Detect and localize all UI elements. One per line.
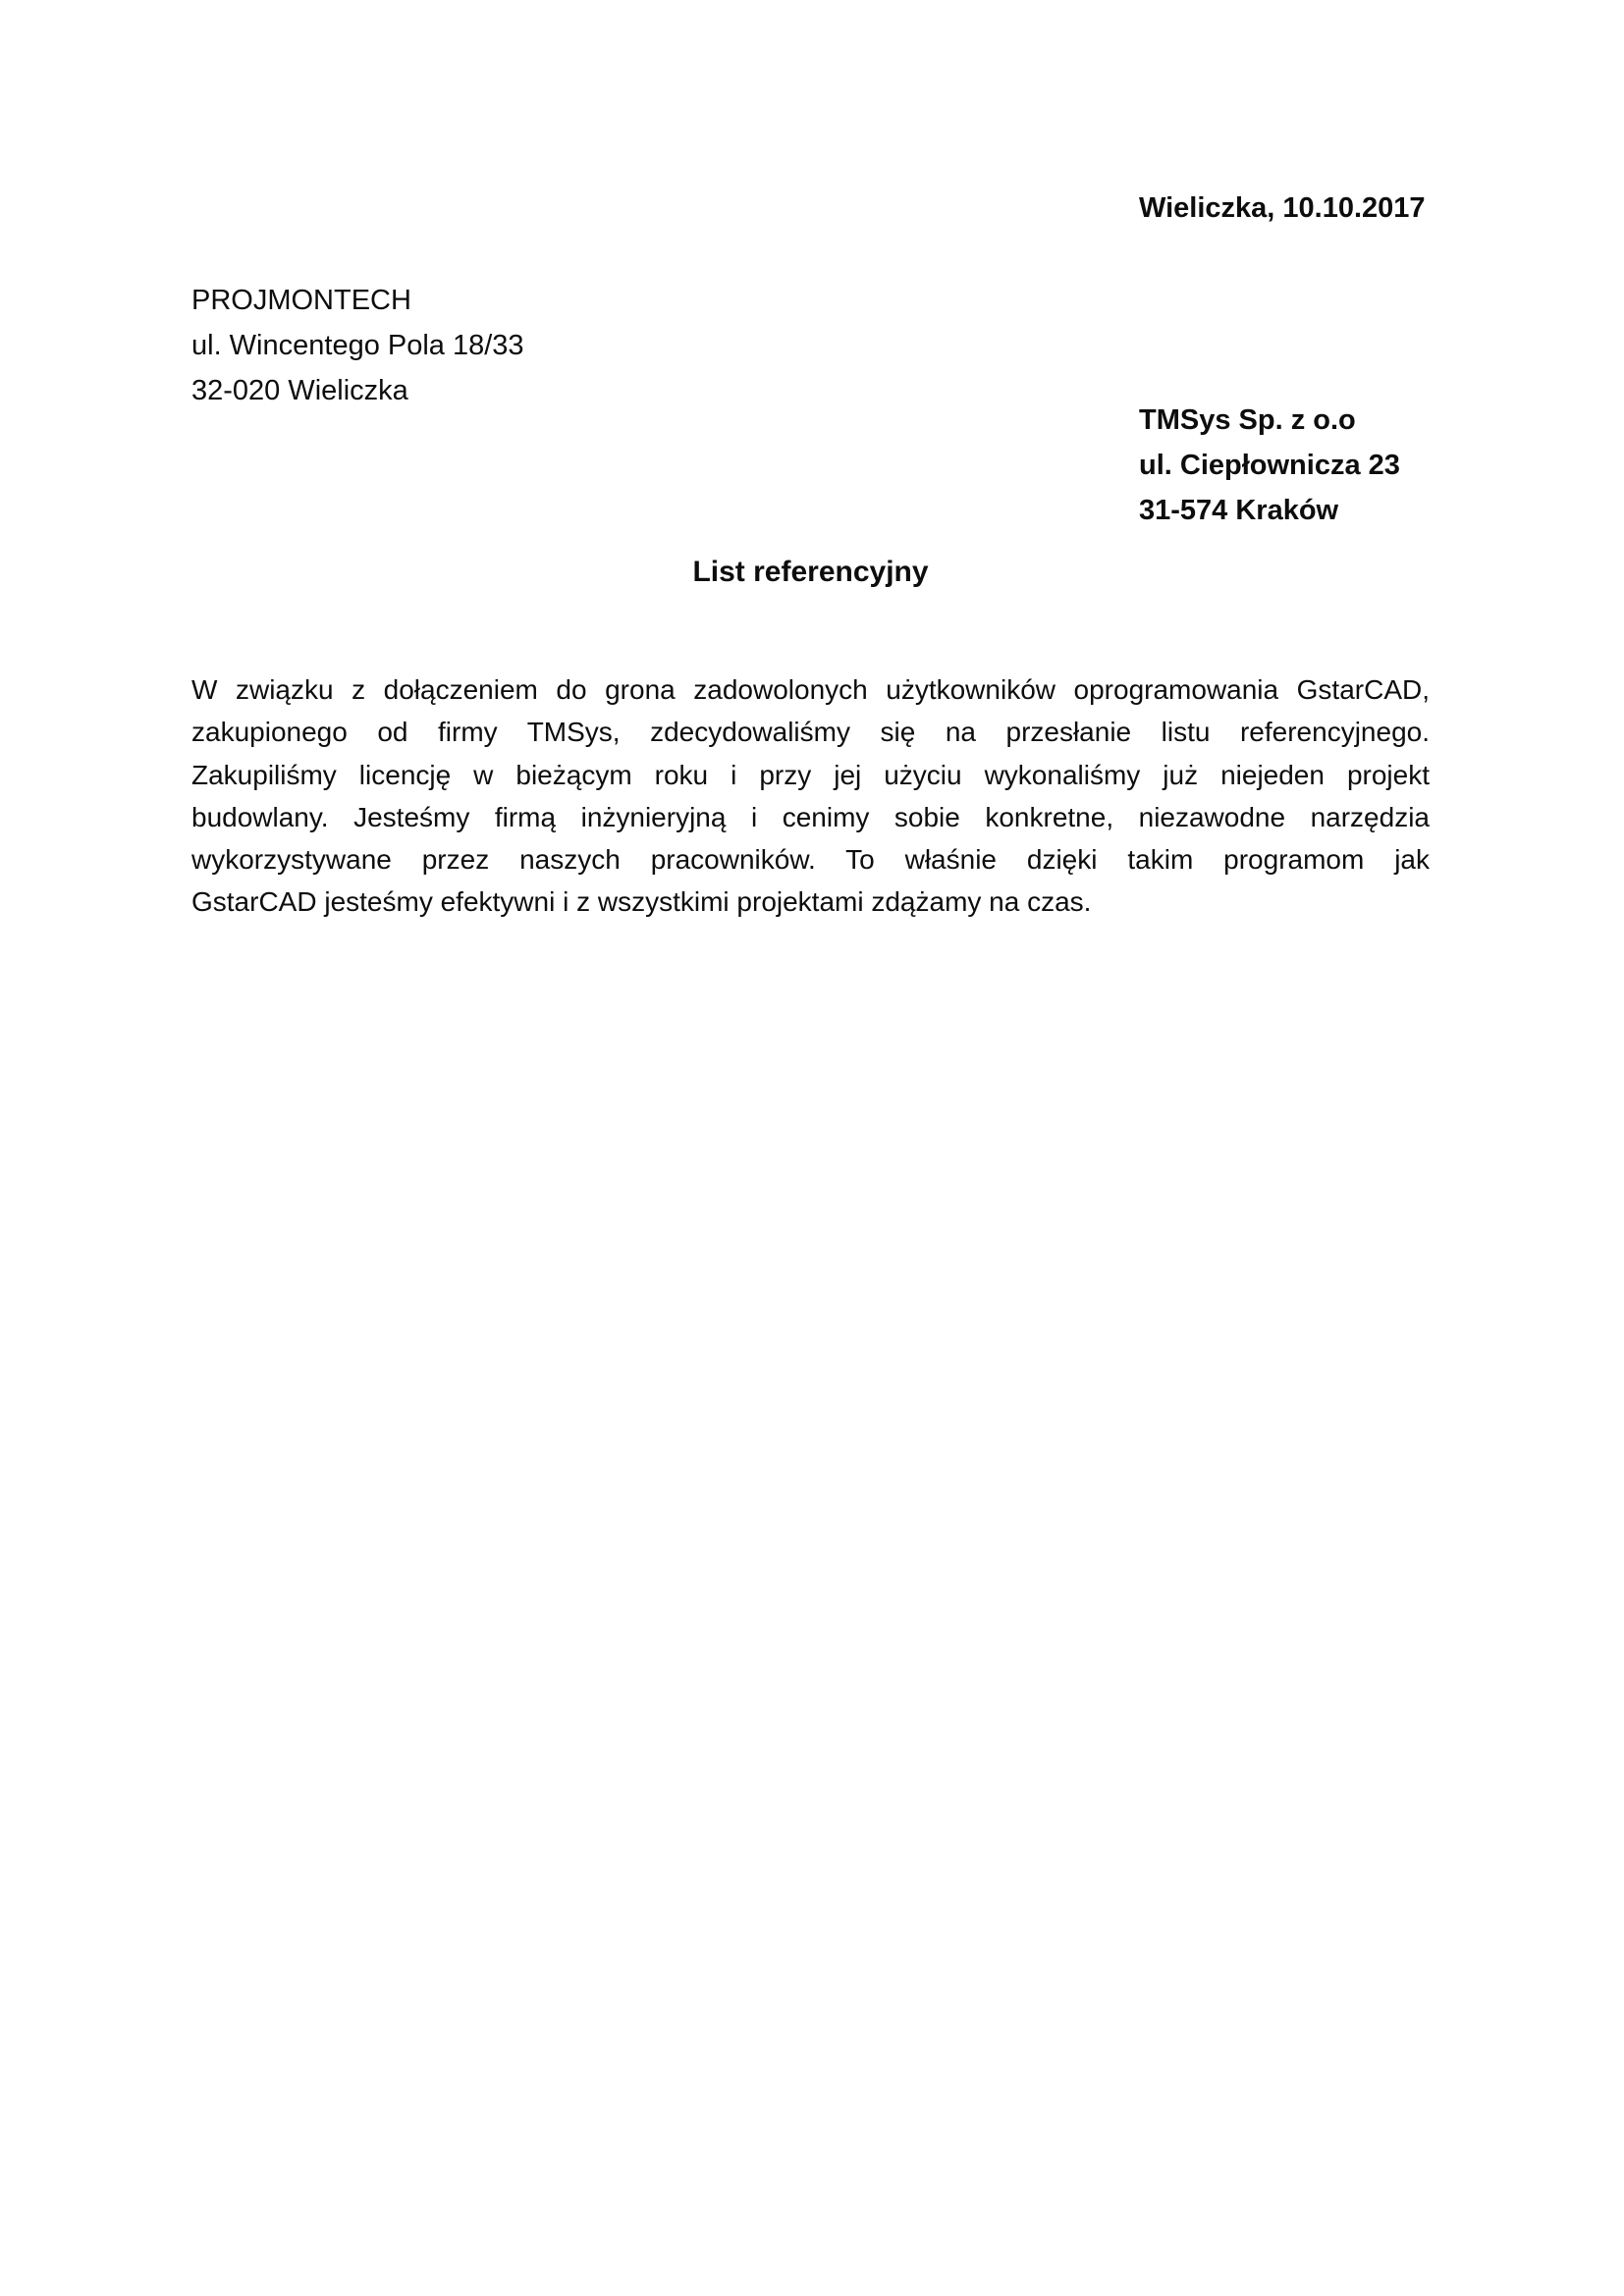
sender-address-block: [191, 278, 524, 413]
body-line-6: GstarCAD jesteśmy efektywni i z wszystkimi projektami zdążamy na czas.: [191, 886, 1092, 918]
body-line-5: wykorzystywane przez naszych pracowników. To właśnie dzięki takim programom jak: [191, 844, 1430, 876]
sender-name: PROJMONTECH: [191, 285, 411, 316]
sender-city: 32-020 Wieliczka: [191, 375, 408, 406]
letter-title: List referencyjny: [692, 556, 929, 588]
body-line-1: W związku z dołączeniem do grona zadowolonych użytkowników oprogramowania GstarCAD,: [191, 674, 1430, 705]
letter-body-paragraph: [191, 668, 1430, 924]
recipient-name: TMSys Sp. z o.o: [1139, 404, 1356, 436]
recipient-city: 31-574 Kraków: [1139, 495, 1339, 526]
recipient-address-block: [1139, 398, 1400, 533]
recipient-street: ul. Ciepłownicza 23: [1139, 450, 1400, 481]
body-line-2: zakupionego od firmy TMSys, zdecydowaliśmy się na przesłanie listu referencyjnego.: [191, 717, 1430, 748]
body-line-3: Zakupiliśmy licencję w bieżącym roku i przy jej użyciu wykonaliśmy już niejeden projekt: [191, 759, 1430, 790]
sender-street: ul. Wincentego Pola 18/33: [191, 330, 524, 361]
date-line: Wieliczka, 10.10.2017: [1139, 192, 1426, 224]
body-line-4: budowlany. Jesteśmy firmą inżynieryjną i cenimy sobie konkretne, niezawodne narzędzia: [191, 801, 1430, 832]
